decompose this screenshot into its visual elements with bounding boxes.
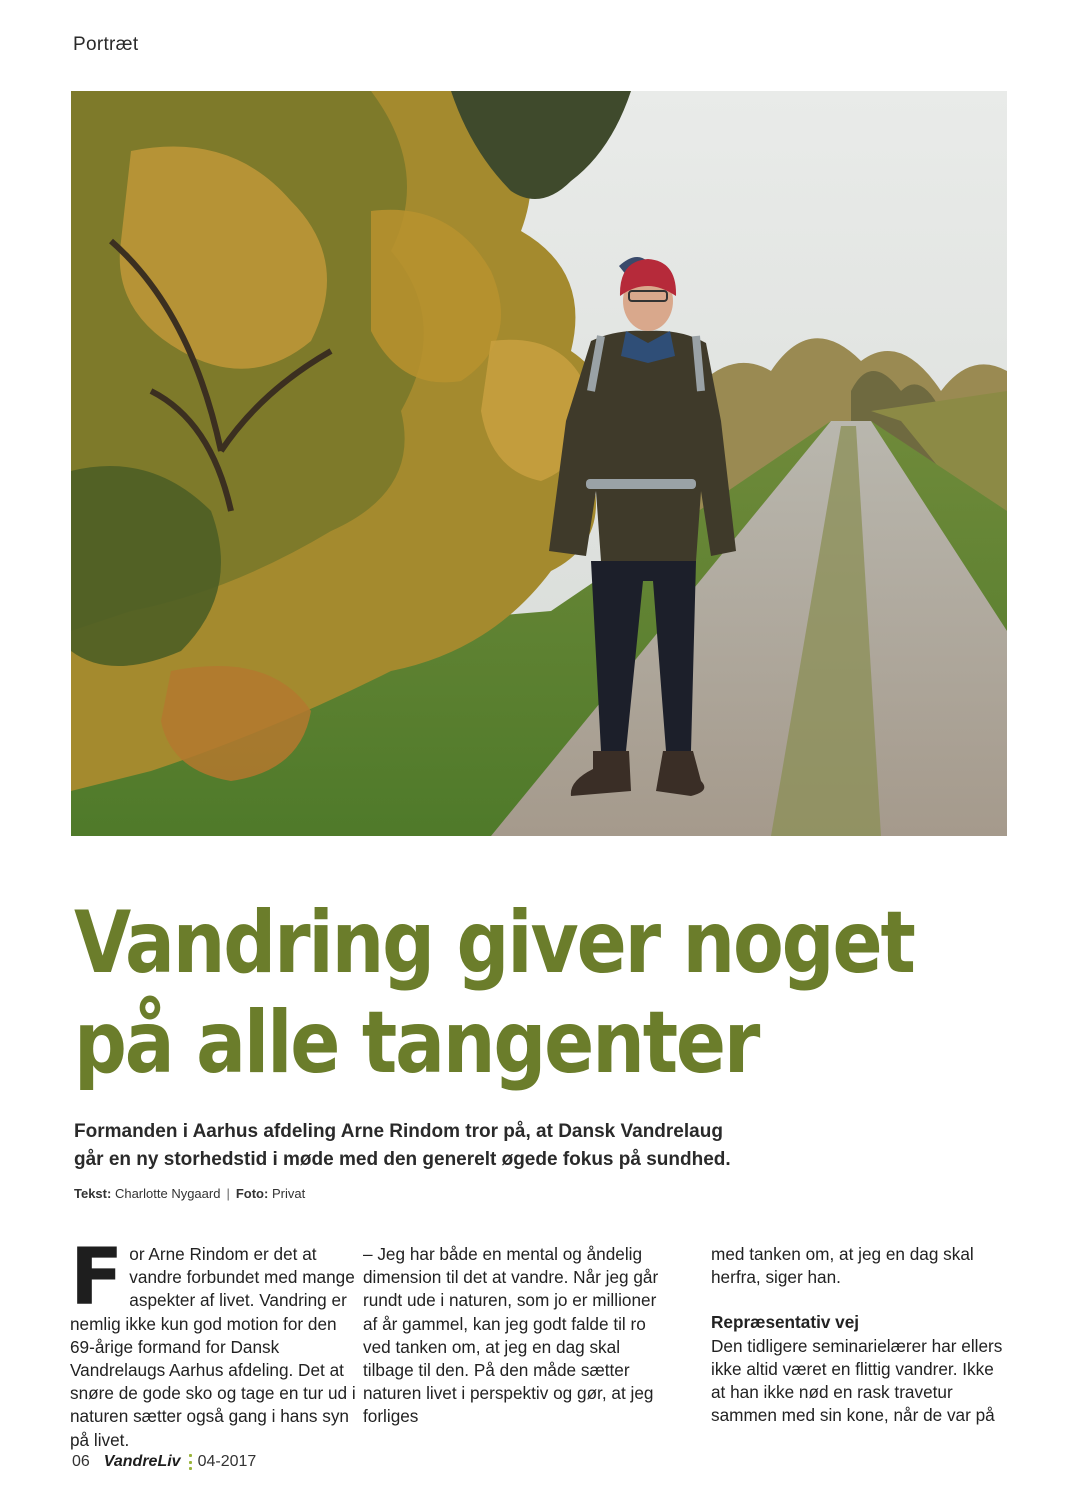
body-paragraph-1: or Arne Rindom er det at vandre forbundet med mange aspekter af livet. Vandring er nemlig ikke kun god motion for den 69-årige formand for Dansk Vandrelaugs Aarhus afdeling. Det at snøre de gode sko og tage en tur ud i naturen sætter også gang i hans syn på livet.: [70, 1244, 356, 1450]
byline-photo-label: Foto:: [235, 1186, 269, 1201]
body-column-1: [70, 1233, 366, 1452]
body-paragraph-3: med tanken om, at jeg en dag skal herfra, siger han.: [711, 1244, 974, 1288]
section-label: Portræt: [73, 34, 139, 55]
byline: [74, 1186, 305, 1201]
hero-photo-illustration: [71, 91, 1007, 836]
hero-photo: [71, 91, 1007, 836]
headline: [74, 893, 914, 1093]
issue-number: 04-2017: [197, 1453, 257, 1470]
byline-text-label: Tekst:: [74, 1186, 112, 1201]
byline-photographer: Privat: [271, 1186, 306, 1201]
lede-line-2: går en ny storhedstid i møde med den generelt øgede fokus på sundhed.: [74, 1149, 731, 1170]
body-column-2: [363, 1243, 659, 1429]
page-footer: [72, 1451, 256, 1473]
dropcap: F: [70, 1233, 124, 1323]
lede: [74, 1118, 834, 1174]
body-paragraph-2: – Jeg har både en mental og åndelig dimension til det at vandre. Når jeg går rundt ude i naturen, som jo er millioner af år gammel, kan jeg godt falde til ro ved tanken om, at jeg en dag skal tilbage til den. På den måde sætter naturen livet i perspektiv og gør, at jeg forliges: [363, 1244, 659, 1427]
byline-separator: |: [226, 1186, 230, 1201]
headline-line-1: Vandring giver noget: [74, 893, 914, 993]
page-number: 06: [72, 1453, 90, 1470]
divider-dots-icon: [189, 1454, 192, 1470]
body-column-3: [711, 1243, 1007, 1427]
body-paragraph-4: Den tidligere seminarielærer har ellers ikke altid været en flittig vandrer. Ikke at han ikke nød en rask travetur sammen med sin kone, når de var på: [711, 1335, 1003, 1426]
magazine-logo: VandreLiv: [103, 1453, 181, 1470]
subheading: Repræsentativ vej: [711, 1312, 860, 1333]
lede-line-1: Formanden i Aarhus afdeling Arne Rindom tror på, at Dansk Vandrelaug: [74, 1121, 723, 1142]
byline-author: Charlotte Nygaard: [114, 1186, 221, 1201]
headline-line-2: på alle tangenter: [74, 993, 759, 1093]
